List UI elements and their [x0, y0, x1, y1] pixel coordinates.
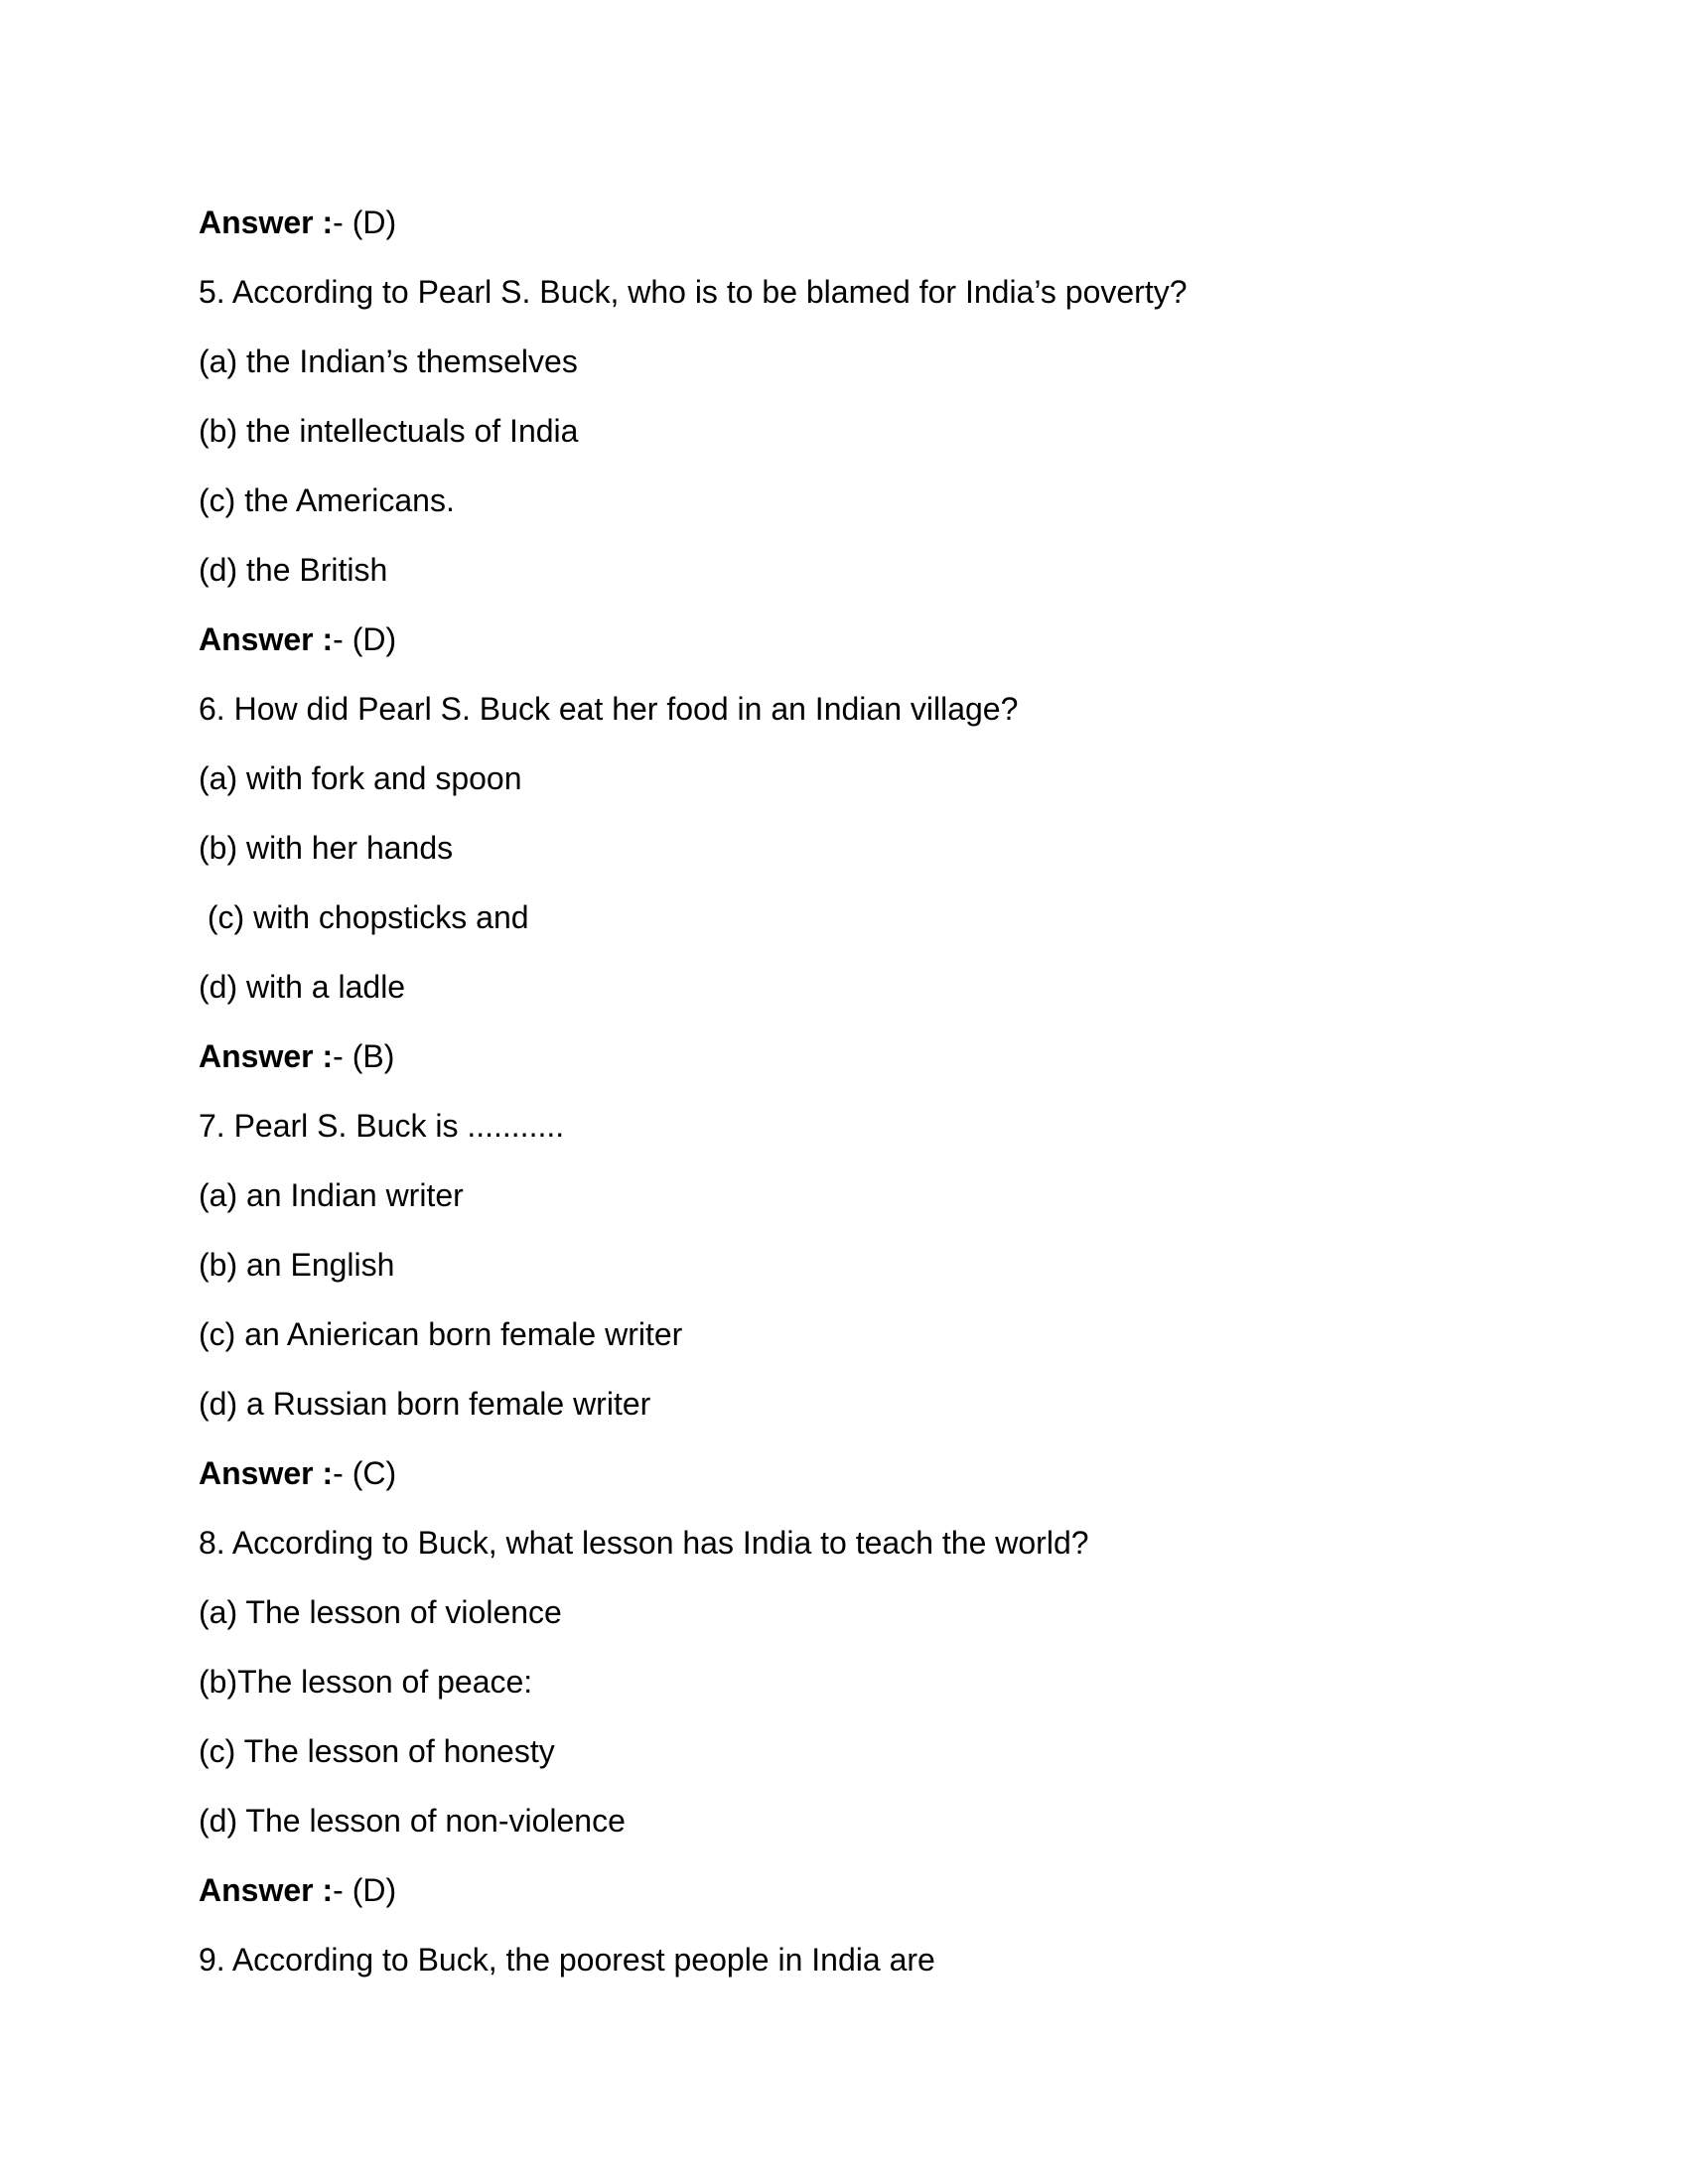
question-text: 5. According to Pearl S. Buck, who is to be blamed for India’s poverty? [199, 274, 1188, 310]
answer-label: Answer : [199, 205, 334, 240]
option-text: (a) The lesson of violence [199, 1594, 562, 1630]
option-text: (c) an Anierican born female writer [199, 1316, 683, 1352]
option-text: (b) an English [199, 1247, 395, 1283]
question-text: 6. How did Pearl S. Buck eat her food in an Indian village? [199, 691, 1019, 727]
option-text: (b) the intellectuals of India [199, 413, 579, 449]
answer-value: - (D) [333, 1872, 397, 1908]
option-text: (b)The lesson of peace: [199, 1664, 533, 1700]
answer-label: Answer : [199, 1038, 334, 1074]
answer-label: Answer : [199, 1455, 334, 1491]
option-text: (c) with chopsticks and [199, 899, 529, 935]
question-text: 9. According to Buck, the poorest people in India are [199, 1942, 935, 1978]
option-text: (a) an Indian writer [199, 1177, 464, 1213]
option-text: (d) with a ladle [199, 969, 406, 1005]
answer-label: Answer : [199, 621, 334, 657]
answer-value: - (B) [333, 1038, 395, 1074]
document-page [199, 195, 1589, 2001]
option-text: (d) a Russian born female writer [199, 1386, 651, 1422]
question-text: 8. According to Buck, what lesson has India to teach the world? [199, 1525, 1089, 1561]
option-text: (c) the Americans. [199, 482, 455, 518]
option-text: (d) the British [199, 552, 388, 588]
option-text: (a) the Indian’s themselves [199, 343, 578, 379]
answer-line [199, 1862, 1589, 1932]
answer-line [199, 612, 1589, 681]
answer-line [199, 1445, 1589, 1515]
option-text: (d) The lesson of non-violence [199, 1803, 626, 1839]
answer-line [199, 195, 1589, 264]
document-body [199, 195, 1589, 2001]
answer-value: - (D) [333, 205, 397, 240]
answer-value: - (C) [333, 1455, 397, 1491]
answer-value: - (D) [333, 621, 397, 657]
answer-line [199, 1028, 1589, 1098]
question-text: 7. Pearl S. Buck is ........... [199, 1108, 565, 1144]
answer-label: Answer : [199, 1872, 334, 1908]
option-text: (b) with her hands [199, 830, 454, 866]
option-text: (c) The lesson of honesty [199, 1733, 555, 1769]
option-text: (a) with fork and spoon [199, 760, 522, 796]
